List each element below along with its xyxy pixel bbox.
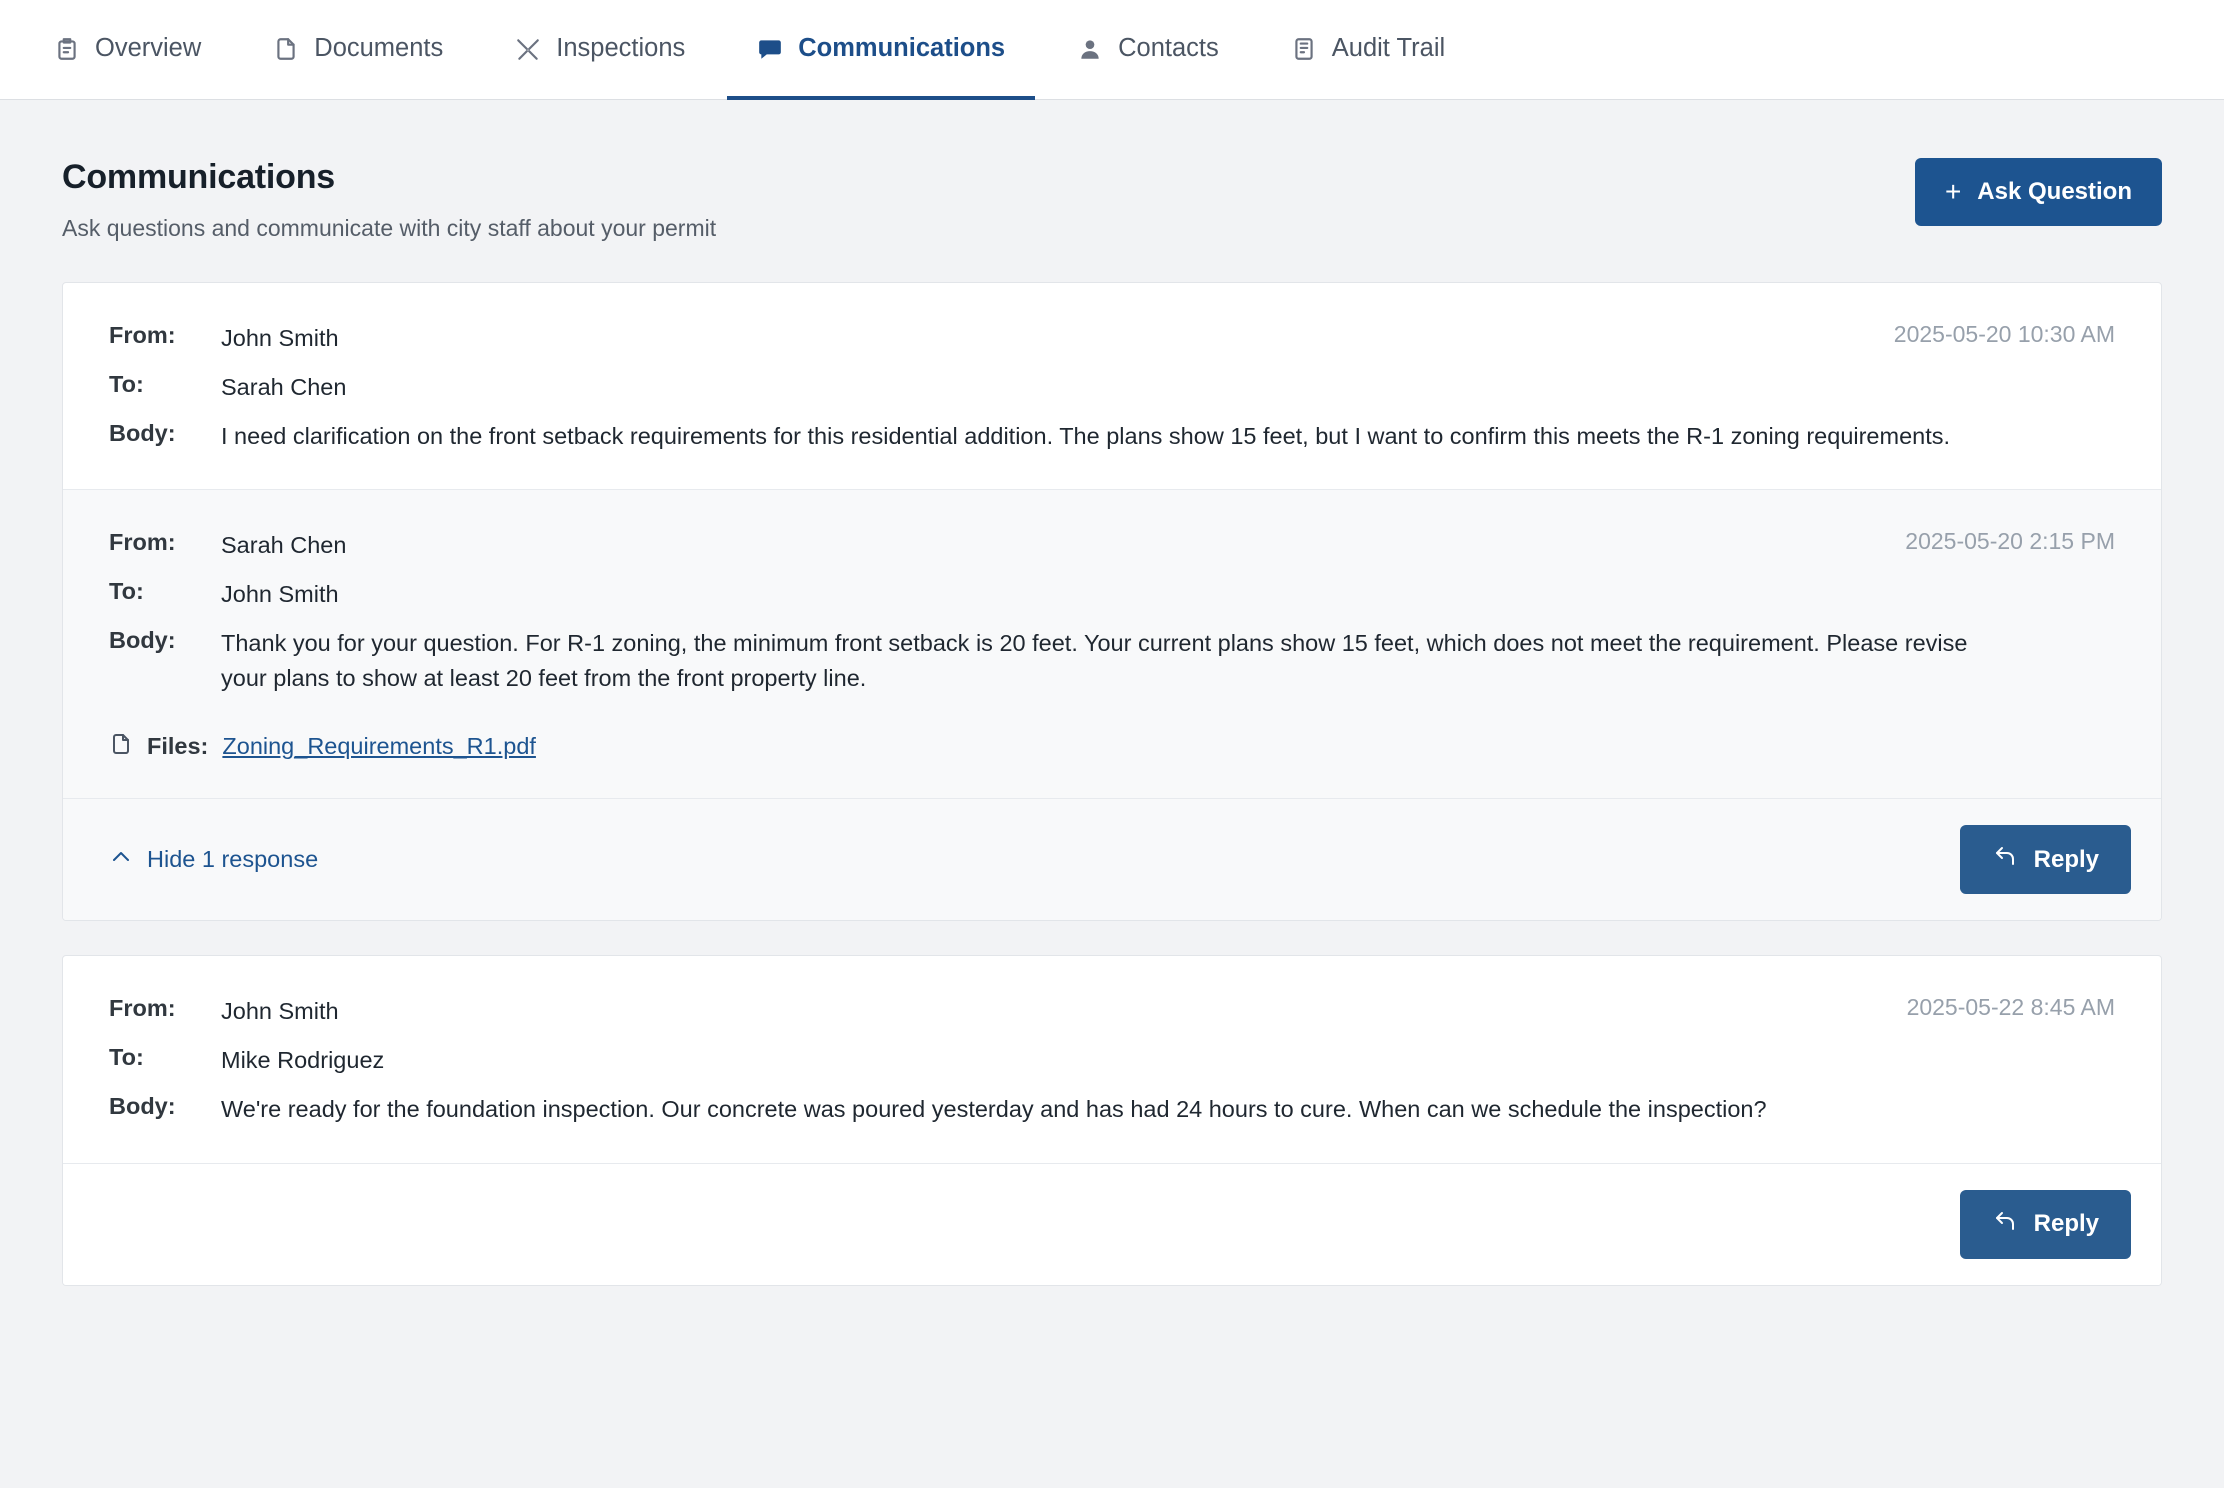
- message-item: [63, 956, 2161, 1162]
- reply-button[interactable]: [1960, 825, 2131, 894]
- to-label: To:: [109, 1044, 144, 1071]
- message-from-row: [109, 994, 2115, 1029]
- body-label: Body:: [109, 419, 176, 446]
- to-label: To:: [109, 578, 144, 605]
- tools-icon: [515, 36, 541, 62]
- ask-question-button[interactable]: [1915, 158, 2162, 226]
- message-timestamp: 2025-05-20 10:30 AM: [1893, 321, 2115, 347]
- reply-button[interactable]: [1960, 1190, 2131, 1259]
- reply-label: Reply: [2033, 845, 2099, 873]
- message-to-row: [109, 577, 2115, 612]
- file-icon: [109, 731, 133, 762]
- page-header: [62, 100, 2162, 282]
- person-icon: [1077, 36, 1103, 62]
- page-header-text: [62, 158, 716, 242]
- message-timestamp: 2025-05-20 2:15 PM: [1905, 528, 2115, 555]
- from-value: John Smith: [221, 998, 339, 1025]
- message-body-row: [109, 419, 2115, 454]
- chevron-up-icon: [109, 845, 133, 875]
- body-value: We're ready for the foundation inspection. Our concrete was poured yesterday and has had 24 hours to cure. When can we schedule the inspection?: [221, 1095, 1767, 1122]
- reply-arrow-icon: [1992, 844, 2018, 875]
- message-item: [63, 283, 2161, 489]
- body-value: I need clarification on the front setback requirements for this residential addition. The plans show 15 feet, but I want to confirm this meets the R-1 zoning requirements.: [221, 422, 1951, 449]
- message-body-row: [109, 1092, 2115, 1127]
- tab-documents[interactable]: [243, 1, 473, 100]
- message-files-row: [109, 731, 2115, 762]
- body-label: Body:: [109, 1092, 176, 1119]
- to-value: John Smith: [221, 581, 339, 608]
- toggle-responses-link[interactable]: [109, 845, 318, 875]
- page-title: Communications: [62, 158, 336, 196]
- clipboard-icon: [54, 36, 80, 62]
- thread-footer: [63, 1163, 2161, 1285]
- from-label: From:: [109, 995, 176, 1022]
- tab-label: Overview: [95, 34, 202, 62]
- from-label: From:: [109, 529, 176, 556]
- tab-audit-trail[interactable]: [1261, 1, 1475, 100]
- message-timestamp: 2025-05-22 8:45 AM: [1906, 994, 2115, 1021]
- to-value: Mike Rodriguez: [221, 1047, 385, 1074]
- reply-arrow-icon: [1992, 1209, 2018, 1240]
- message-from-row: [109, 321, 2115, 356]
- from-value: John Smith: [221, 325, 339, 351]
- message-from-row: [109, 528, 2115, 563]
- tab-label: Communications: [798, 34, 1006, 62]
- message-body-row: [109, 626, 2115, 696]
- toggle-responses-label: Hide 1 response: [147, 846, 319, 873]
- message-to-row: [109, 370, 2115, 405]
- message-item: [63, 489, 2161, 798]
- tab-communications[interactable]: [727, 1, 1035, 100]
- ask-question-label: Ask Question: [1977, 178, 2132, 205]
- tab-label: Documents: [314, 34, 444, 62]
- file-attachment-link[interactable]: Zoning_Requirements_R1.pdf: [222, 733, 536, 760]
- message-to-row: [109, 1043, 2115, 1078]
- message-thread: [62, 282, 2162, 921]
- plus-icon: +: [1944, 176, 1962, 207]
- tab-contacts[interactable]: [1047, 1, 1249, 100]
- list-icon: [1291, 36, 1317, 62]
- body-label: Body:: [109, 626, 176, 653]
- to-value: Sarah Chen: [221, 373, 347, 400]
- tab-label: Contacts: [1118, 34, 1219, 62]
- document-icon: [273, 36, 299, 62]
- tab-label: Inspections: [556, 34, 686, 62]
- from-value: Sarah Chen: [221, 532, 347, 559]
- main-tab-bar: [0, 0, 2224, 100]
- files-label: Files:: [147, 733, 209, 760]
- body-value: Thank you for your question. For R-1 zoning, the minimum front setback is 20 feet. Your current plans show 15 feet, which does not meet the requirement. Please revise your plans to show at least 20 feet from the front property line.: [221, 629, 1968, 691]
- reply-label: Reply: [2033, 1210, 2099, 1238]
- bottom-spacer: [62, 1320, 2162, 1390]
- tab-overview[interactable]: [24, 1, 231, 100]
- chat-icon: [757, 36, 783, 62]
- thread-footer: [63, 798, 2161, 920]
- communications-page: [0, 100, 2224, 1390]
- from-label: From:: [109, 322, 176, 348]
- tab-label: Audit Trail: [1331, 34, 1446, 62]
- tab-inspections[interactable]: [485, 1, 715, 100]
- message-thread: [62, 955, 2162, 1285]
- page-subtitle: Ask questions and communicate with city staff about your permit: [62, 215, 717, 241]
- to-label: To:: [109, 370, 144, 397]
